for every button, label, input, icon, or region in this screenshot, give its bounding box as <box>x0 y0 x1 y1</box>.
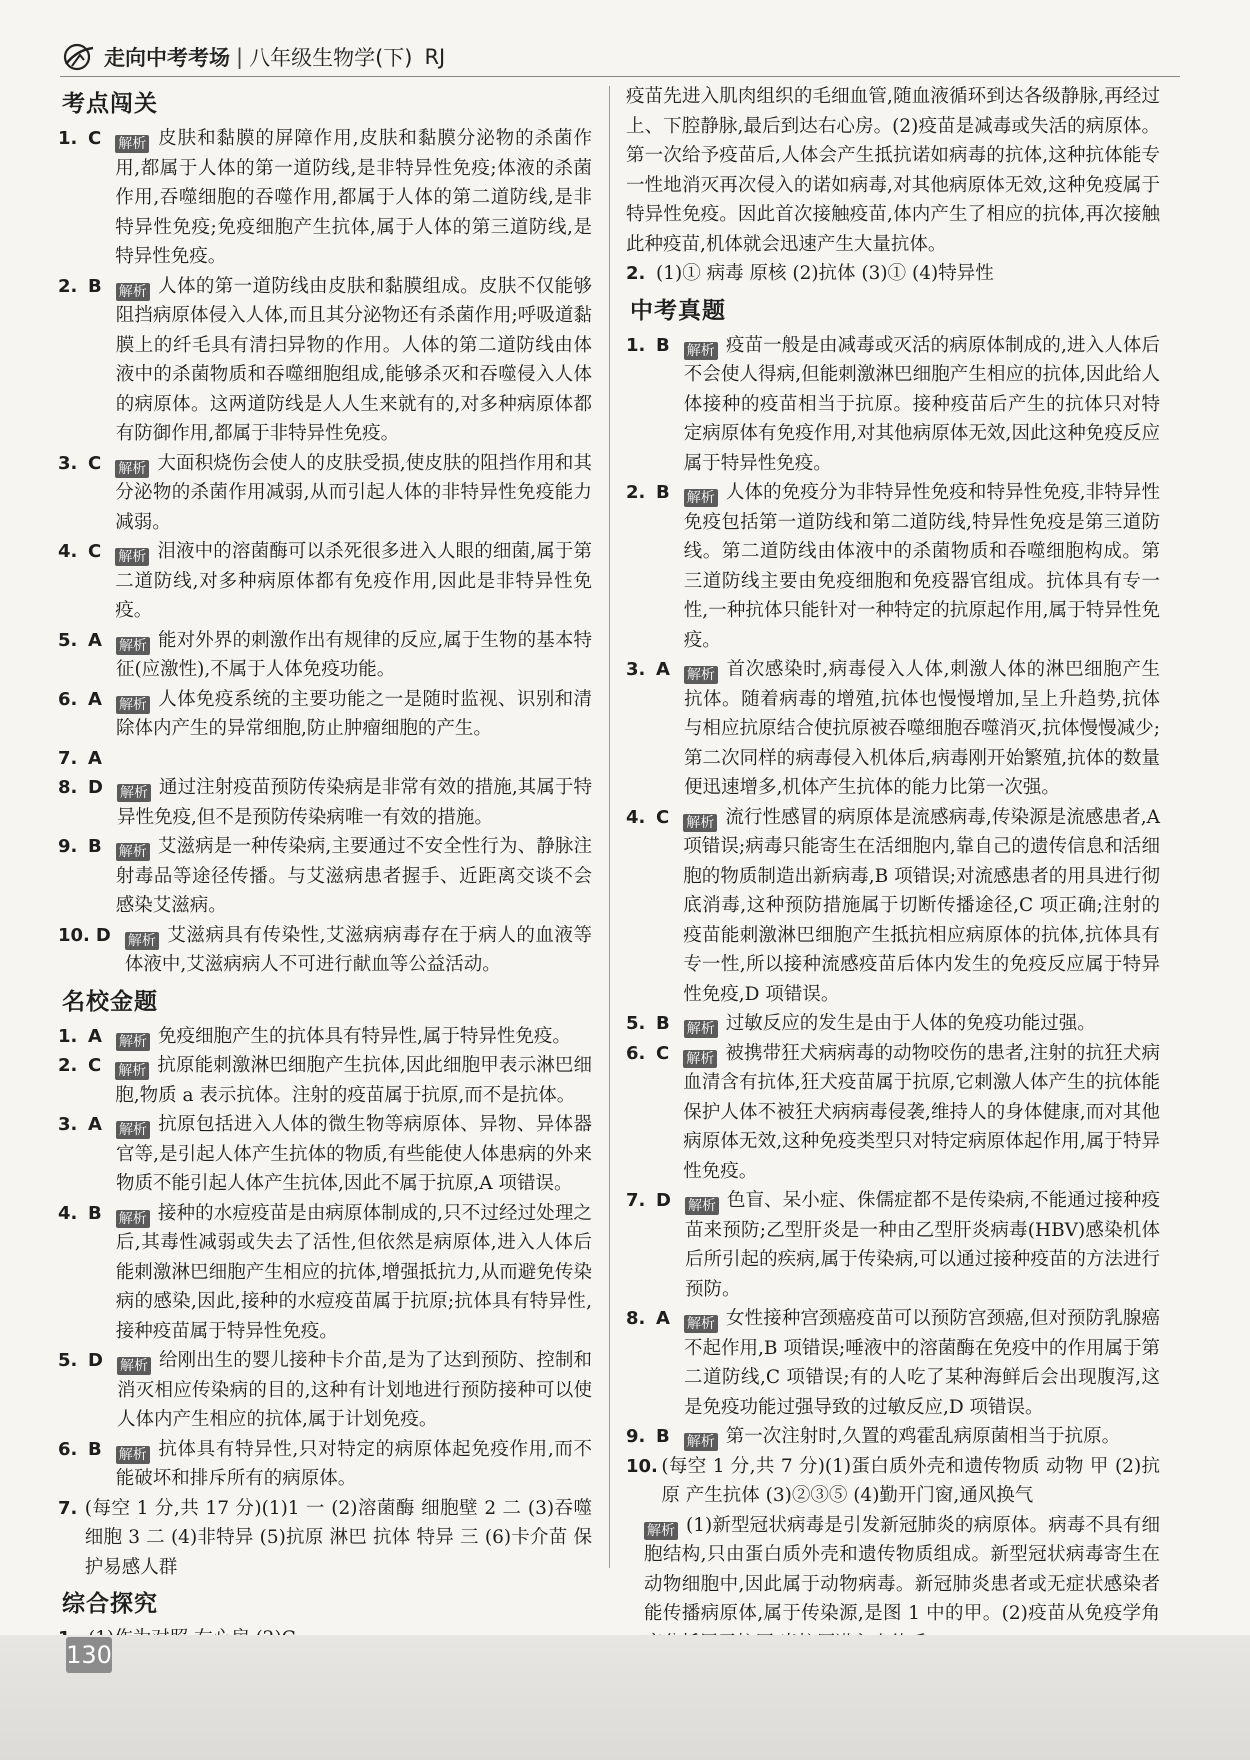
item-text: 抗体具有特异性,只对特定的病原体起免疫作用,而不能破坏和排斥所有的病原体。 <box>115 1438 592 1489</box>
answer-choice: A <box>88 747 102 769</box>
answer-item <box>626 655 1160 803</box>
item-text: 女性接种宫颈癌疫苗可以预防宫颈癌,但对预防乳腺癌不起作用,B 项错误;唾液中的溶菌酶在免疫中的作用属于第二道防线,C 项错误;有的人吃了某种海鲜后会出现腹泻,这是免疫功能过强导致的过敏反应,D 项错误。 <box>683 1308 1160 1418</box>
item-text: (每空 1 分,共 7 分)(1)蛋白质外壳和遗传物质 动物 甲 (2)抗原 产生抗体 (3)②③⑤ (4)勤开门窗,通风换气 <box>661 1455 1160 1506</box>
item-body <box>115 124 592 272</box>
answer-item <box>58 832 592 921</box>
continuation-text <box>626 82 1160 259</box>
answer-item <box>58 272 592 449</box>
analysis-badge: 解析 <box>684 666 718 684</box>
block-text: (1)新型冠状病毒是引发新冠肺炎的病原体。病毒不具有细胞结构,只由蛋白质外壳和遗传物质组成。新型冠状病毒寄生在动物细胞中,因此属于动物病毒。新冠肺炎患者或无症状感染者能传播病原体,属于传染源,是图 1 中的甲。(2)疫苗从免疫学角 <box>644 1514 1160 1624</box>
answer-item <box>626 1452 1160 1511</box>
item-number: 2. <box>58 275 78 297</box>
analysis-badge: 解析 <box>115 460 149 478</box>
analysis-badge: 解析 <box>683 1050 717 1068</box>
item-text: 接种的水痘疫苗是由病原体制成的,只不过经过处理之后,其毒性减弱或失去了活性,但依然是病原体,进入人体后能刺激淋巴细胞产生相应的抗体,增强抵抗力,从而避免传染病的感染,因此,接种的水痘疫苗属于抗原;抗体具有特异性,接种疫苗属于特异性免疫。 <box>115 1202 592 1342</box>
analysis-badge: 解析 <box>116 696 150 714</box>
item-body <box>115 449 592 538</box>
item-text: 泪液中的溶菌酶可以杀死很多进入人眼的细菌,属于第二道防线,对多种病原体都有免疫作用,因此是非特异性免疫。 <box>115 541 592 621</box>
answer-choice: B <box>88 275 102 297</box>
analysis-badge: 解析 <box>115 548 149 566</box>
answer-choice: B <box>656 334 670 356</box>
item-text: 流行性感冒的病原体是流感病毒,传染源是流感患者,A 项错误;病毒只能寄生在活细胞内,靠自己的遗传信息和活细胞的物质制造出新病毒,B 项错误;对流感患者的用具进行彻底消毒,这种预防措施属于切断传播途径,C 项正确;注射的疫苗能刺激淋巴细胞产生抵抗相应病原体的抗体,抗体具有专一性,所以接种流感疫苗后体内发生的免疫反应属于特异性免疫,D 项错误。 <box>683 806 1160 1005</box>
block-text: 疫苗先进入肌肉组织的毛细血管,随血液循环到达各级静脉,再经过上、下腔静脉,最后到达右心房。(2)疫苗是减毒或失活的病原体。第一次给予疫苗后,人体会产生抵抗诺如病毒的抗体,这种抗体能专一性地消灭再次侵入的诺如病毒,对其他病原体无效,这种免疫属于特异性免疫。因此首次接触疫苗,体内产生了相应的抗体,再次接触此种疫苗,机体就会迅速产生大量抗体。 <box>626 86 1160 255</box>
item-body <box>116 272 592 449</box>
item-text: 大面积烧伤会使人的皮肤受损,使皮肤的阻挡作用和其分泌物的杀菌作用减弱,从而引起人体的非特异性免疫能力减弱。 <box>115 452 592 533</box>
answer-choice: B <box>88 1438 102 1460</box>
analysis-badge: 解析 <box>684 342 718 360</box>
analysis-badge: 解析 <box>125 932 159 950</box>
item-text: 能对外界的刺激作出有规律的反应,属于生物的基本特征(应激性),不属于人体免疫功能。 <box>115 629 592 680</box>
answer-item <box>58 1022 592 1052</box>
answer-item <box>58 685 592 744</box>
item-body <box>116 1435 592 1494</box>
item-number: 5. <box>58 1350 78 1371</box>
answer-choice: C <box>88 128 102 149</box>
item-body <box>115 1051 592 1110</box>
edition-label: RJ <box>424 45 446 69</box>
column-divider <box>609 86 610 1568</box>
answer-item <box>58 1346 592 1435</box>
answer-item <box>626 1009 1160 1039</box>
item-number: 5. <box>58 629 78 651</box>
item-body <box>116 1110 592 1199</box>
item-body <box>85 1494 592 1583</box>
subject-title: 八年级生物学(下) <box>249 46 413 70</box>
analysis-badge: 解析 <box>684 1020 718 1038</box>
item-number: 9. <box>58 836 78 857</box>
item-text: 人体的免疫分为非特异性免疫和特异性免疫,非特异性免疫包括第一道防线和第二道防线,特异性免疫是第三道防线。第二道防线由体液中的杀菌物质和吞噬细胞构成。第三道防线主要由免疫细胞和免疫器官组成。抗体具有专一性,一种抗体只能针对一种特定的抗原起作用,属于特异性免疫。 <box>683 482 1160 651</box>
item-number: 4. <box>626 806 646 828</box>
answer-item <box>626 478 1160 655</box>
item-body <box>684 1304 1160 1422</box>
analysis-badge: 解析 <box>683 814 717 832</box>
answer-item <box>58 773 592 832</box>
answer-choice: D <box>88 777 103 798</box>
section-heading: 中考真题 <box>630 296 726 324</box>
item-number: 6. <box>58 688 78 710</box>
item-body <box>116 1199 592 1347</box>
answer-choice: A <box>88 1025 102 1047</box>
analysis-badge: 解析 <box>116 283 150 301</box>
section-heading: 综合探究 <box>62 1590 158 1617</box>
section-heading: 名校金题 <box>62 987 158 1015</box>
answer-item <box>626 1186 1160 1304</box>
item-number: 3. <box>58 452 78 474</box>
answer-item <box>626 1304 1160 1422</box>
item-text: 艾滋病是一种传染病,主要通过不安全性行为、静脉注射毒品等途径传播。与艾滋病患者握手、近距离交谈不会感染艾滋病。 <box>115 836 592 916</box>
item-text: 给刚出生的婴儿接种卡介苗,是为了达到预防、控制和消灭相应传染病的目的,这种有计划地进行预防接种可以使人体内产生相应的抗体,属于计划免疫。 <box>116 1350 592 1430</box>
item-body <box>683 1039 1160 1187</box>
answer-choice: C <box>88 541 102 562</box>
answer-item <box>58 1435 592 1494</box>
right-column <box>626 82 1160 1658</box>
item-text: 皮肤和黏膜的屏障作用,皮肤和黏膜分泌物的杀菌作用,都属于人体的第一道防线,是非特异性免疫;体液的杀菌作用,吞噬细胞的吞噬作用,都属于人体的第二道防线,是非特异性免疫;免疫细胞产生抗体,属于人体的第三道防线,是特异性免疫。 <box>115 128 592 267</box>
item-text: 疫苗一般是由减毒或灭活的病原体制成的,进入人体后不会使人得病,但能刺激淋巴细胞产生相应的抗体,因此给人体接种的疫苗相当于抗原。接种疫苗后产生的抗体只对特定病原体有免疫作用,对其他病原体无效,因此这种免疫反应属于特异性免疫。 <box>683 334 1160 474</box>
answer-choice: A <box>88 688 102 710</box>
analysis-badge: 解析 <box>115 1062 149 1080</box>
answer-choice: B <box>656 1013 670 1034</box>
item-number: 3. <box>58 1114 78 1135</box>
item-text: 抗原能刺激淋巴细胞产生抗体,因此细胞甲表示淋巴细胞,物质 a 表示抗体。注射的疫苗属于抗原,而不是抗体。 <box>115 1055 592 1106</box>
answer-choice: B <box>656 482 670 503</box>
answer-choice: A <box>656 659 670 680</box>
analysis-badge: 解析 <box>116 1033 150 1051</box>
answer-item <box>58 449 592 538</box>
answer-item <box>58 537 592 626</box>
item-number: 4. <box>58 541 78 562</box>
item-text: 首次感染时,病毒侵入人体,刺激人体的淋巴细胞产生抗体。随着病毒的增殖,抗体也慢慢增加,呈上升趋势,抗体与相应抗原结合使抗原被吞噬细胞吞噬消灭,抗体慢慢减少;第二次同样的病毒侵入机体后,病毒刚开始繁殖,抗体的数量便迅速增多,机体产生抗体的能力比第一次强。 <box>683 659 1160 798</box>
answer-choice: D <box>88 1350 103 1371</box>
analysis-badge: 解析 <box>116 843 150 861</box>
item-number: 5. <box>626 1013 646 1034</box>
item-number: 1. <box>58 1025 78 1047</box>
answer-choice: C <box>88 452 102 474</box>
analysis-badge: 解析 <box>644 1522 678 1540</box>
item-text: 艾滋病具有传染性,艾滋病病毒存在于病人的血液等体液中,艾滋病病人不可进行献血等公益活动。 <box>124 924 592 975</box>
header-separator: | <box>236 45 244 69</box>
answer-choice: C <box>656 806 670 828</box>
item-text: (1)① 病毒 原核 (2)抗体 (3)① (4)特异性 <box>656 263 994 284</box>
item-text: 人体的第一道防线由皮肤和黏膜组成。皮肤不仅能够阻挡病原体侵入人体,而且其分泌物还有杀菌作用;呼吸道黏膜上的纤毛具有清扫异物的作用。人体的第二道防线由体液中的杀菌物质和吞噬细胞组成,能够杀灭和吞噬侵入人体的病原体。这两道防线是人人生来就有的,对多种病原体都有防御作用,都属于非特异性免疫。 <box>115 275 592 444</box>
answer-item <box>626 259 1160 289</box>
item-text: 被携带狂犬病病毒的动物咬伤的患者,注射的抗狂犬病血清含有抗体,狂犬疫苗属于抗原,它刺激人体产生的抗体能保护人体不被狂犬病病毒侵袭,维持人的身体健康,而对其他病原体无效,这种免疫类型只对特定病原体起作用,属于特异性免疫。 <box>683 1042 1160 1182</box>
answer-choice: C <box>656 1042 670 1064</box>
answer-choice: B <box>656 1426 670 1447</box>
answer-item <box>58 626 592 685</box>
item-body <box>684 478 1160 655</box>
answer-item <box>58 921 592 980</box>
answer-item <box>626 803 1160 1010</box>
analysis-badge: 解析 <box>116 1446 150 1464</box>
answer-choice: D <box>656 1190 671 1211</box>
item-number: 2. <box>626 263 646 284</box>
item-body <box>683 803 1160 1010</box>
page-header <box>62 40 1172 74</box>
item-number: 7. <box>58 1497 78 1519</box>
item-body <box>684 1422 1160 1452</box>
item-number: 1. <box>58 128 78 149</box>
left-column <box>58 82 592 1683</box>
item-number: 4. <box>58 1202 78 1224</box>
answer-choice: A <box>656 1308 670 1329</box>
item-body <box>117 1346 592 1435</box>
analysis-badge: 解析 <box>685 1197 719 1215</box>
analysis-badge: 解析 <box>684 489 718 507</box>
item-text: 第一次注射时,久置的鸡霍乱病原菌相当于抗原。 <box>725 1426 1121 1447</box>
item-text: 人体免疫系统的主要功能之一是随时监视、识别和清除体内产生的异常细胞,防止肿瘤细胞的产生。 <box>115 688 592 739</box>
answer-choice: B <box>88 836 102 857</box>
item-body <box>116 832 592 921</box>
item-number: 3. <box>626 659 646 680</box>
item-number: 10. <box>58 924 90 946</box>
header-rule <box>60 76 1180 77</box>
item-body <box>685 1186 1160 1304</box>
item-number: 9. <box>626 1426 646 1447</box>
analysis-badge: 解析 <box>116 637 150 655</box>
answer-choice: C <box>88 1055 102 1076</box>
answer-item <box>58 1110 592 1199</box>
brand-logo-icon <box>62 42 96 72</box>
item-body <box>116 685 592 744</box>
brand-name: 走向中考考场 <box>104 46 230 70</box>
answer-item <box>58 744 592 774</box>
answer-item <box>58 1199 592 1347</box>
item-body <box>116 1022 592 1052</box>
answer-item <box>626 1422 1160 1452</box>
item-number: 10. <box>626 1455 658 1477</box>
item-number: 8. <box>58 777 78 798</box>
item-number: 2. <box>58 1055 78 1076</box>
item-number: 8. <box>626 1308 646 1329</box>
item-number: 7. <box>58 747 78 769</box>
analysis-badge: 解析 <box>117 784 151 802</box>
item-number: 6. <box>626 1042 646 1064</box>
item-body <box>115 537 592 626</box>
answer-item <box>58 124 592 272</box>
item-body <box>684 331 1160 479</box>
answer-choice: A <box>88 629 102 651</box>
item-text: 免疫细胞产生的抗体具有特异性,属于特异性免疫。 <box>157 1025 571 1047</box>
analysis-badge: 解析 <box>684 1315 718 1333</box>
item-text: 色盲、呆小症、侏儒症都不是传染病,不能通过接种疫苗来预防;乙型肝炎是一种由乙型肝炎病毒(HBV)感染机体后所引起的疾病,属于传染病,可以通过接种疫苗的方法进行预防。 <box>684 1190 1160 1300</box>
item-text: (每空 1 分,共 17 分)(1)1 一 (2)溶菌酶 细胞壁 2 二 (3)吞噬细胞 3 二 (4)非特异 (5)抗原 淋巴 抗体 特异 三 (6)卡介苗 保护易感人群 <box>84 1497 592 1578</box>
answer-choice: B <box>88 1202 102 1224</box>
answer-item <box>58 1051 592 1110</box>
answer-item <box>626 331 1160 479</box>
analysis-badge: 解析 <box>117 1357 151 1375</box>
item-body <box>661 1452 1160 1511</box>
section-heading: 考点闯关 <box>62 90 158 117</box>
answer-item <box>58 1494 592 1583</box>
item-body <box>656 259 1160 289</box>
analysis-badge: 解析 <box>116 1210 150 1228</box>
analysis-badge: 解析 <box>116 1121 150 1139</box>
item-body <box>117 773 592 832</box>
analysis-badge: 解析 <box>684 1433 718 1451</box>
answer-choice: D <box>95 924 111 946</box>
item-text: 通过注射疫苗预防传染病是非常有效的措施,其属于特异性免疫,但不是预防传染病唯一有效的措施。 <box>116 777 592 828</box>
item-text: 抗原包括进入人体的微生物等病原体、异物、异体器官等,是引起人体产生抗体的物质,有些能使人体患病的外来物质不能引起人体产生抗体,因此不属于抗原,A 项错误。 <box>115 1114 592 1194</box>
answer-item <box>626 1039 1160 1187</box>
item-number: 2. <box>626 482 646 503</box>
page-number: 130 <box>66 1637 112 1673</box>
item-body <box>684 655 1160 803</box>
analysis-badge: 解析 <box>115 135 149 153</box>
answer-choice: A <box>88 1114 102 1135</box>
item-text: 过敏反应的发生是由于人体的免疫功能过强。 <box>725 1013 1096 1034</box>
page-footer-shadow <box>0 1635 1250 1760</box>
item-body <box>116 626 592 685</box>
item-number: 6. <box>58 1438 78 1460</box>
item-body <box>125 921 592 980</box>
item-number: 1. <box>626 334 646 356</box>
item-number: 7. <box>626 1190 646 1211</box>
item-body <box>684 1009 1160 1039</box>
